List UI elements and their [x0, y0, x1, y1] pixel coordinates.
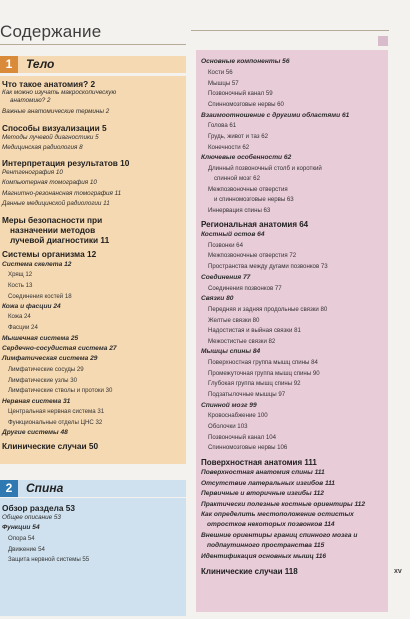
toc-entry[interactable]: Лимфатические сосуды 29: [8, 366, 84, 373]
toc-entry[interactable]: Функции 54: [2, 524, 40, 531]
toc-entry[interactable]: Подзатылочные мышцы 97: [208, 391, 286, 398]
toc-entry[interactable]: Надостистая и выйная связки 81: [208, 327, 301, 334]
toc-title: Содержание: [0, 22, 102, 41]
toc-entry[interactable]: Клинические случаи 50: [2, 441, 99, 451]
toc-entry[interactable]: Межпозвоночные отверстия 72: [208, 252, 297, 259]
toc-entry[interactable]: отростков некоторых позвонков 114: [207, 521, 335, 528]
toc-entry[interactable]: Нервная система 31: [2, 398, 71, 405]
toc-entry[interactable]: Спинной мозг 99: [201, 402, 257, 409]
toc-entry[interactable]: Соединения позвонков 77: [208, 285, 282, 292]
toc-entry[interactable]: назначении методов: [10, 225, 96, 235]
toc-entry[interactable]: Конечности 62: [208, 144, 250, 151]
toc-entry[interactable]: Методы лучевой диагностики 5: [2, 134, 99, 141]
toc-entry[interactable]: Как определить местоположение остистых: [201, 511, 354, 518]
toc-entry[interactable]: Взаимоотношение с другими областями 61: [201, 112, 350, 119]
toc-entry[interactable]: Позвоночный канал 59: [208, 90, 273, 97]
toc-entry[interactable]: Кожа и фасции 24: [2, 303, 61, 310]
toc-entry[interactable]: Способы визуализации 5: [2, 123, 107, 133]
toc-entry[interactable]: Соединения костей 18: [8, 293, 72, 300]
toc-entry[interactable]: Центральная нервная система 31: [8, 408, 105, 415]
toc-entry[interactable]: Поверхностная группа мышц спины 84: [208, 359, 318, 366]
toc-entry[interactable]: спинной мозг 62: [214, 175, 260, 182]
toc-entry[interactable]: Межпозвоночные отверстия: [208, 186, 288, 193]
toc-entry[interactable]: и спинномозговые нервы 63: [214, 196, 294, 203]
toc-entry[interactable]: Практически полезные костные ориентиры 112: [201, 501, 365, 508]
toc-entry[interactable]: Отсутствие латеральных изгибов 111: [201, 480, 335, 487]
toc-entry[interactable]: Кожа 24: [8, 313, 31, 320]
right-column-rule: [191, 30, 389, 31]
toc-entry[interactable]: Основные компоненты 56: [201, 58, 290, 65]
toc-entry[interactable]: Важные анатомические термины 2: [2, 108, 110, 115]
toc-entry[interactable]: Меры безопасности при: [2, 215, 103, 225]
section-name: Спина: [26, 481, 64, 495]
toc-entry[interactable]: Мышцы 57: [208, 80, 239, 87]
toc-entry[interactable]: Данные медицинской радиологии 11: [2, 200, 110, 207]
toc-entry[interactable]: Лимфатическая система 29: [2, 355, 98, 362]
toc-entry[interactable]: подпаутинного пространства 115: [207, 542, 325, 549]
title-underline: [0, 44, 186, 45]
toc-entry[interactable]: Рентгенография 10: [2, 169, 63, 176]
toc-entry[interactable]: Кость 13: [8, 282, 33, 289]
toc-entry[interactable]: Костный остов 64: [201, 231, 265, 238]
toc-entry[interactable]: Интерпретация результатов 10: [2, 158, 130, 168]
toc-entry[interactable]: Грудь, живот и таз 62: [208, 133, 269, 140]
toc-entry[interactable]: Промежуточная группа мышц спины 90: [208, 370, 320, 377]
section-number: 1: [0, 56, 18, 73]
toc-entry[interactable]: Передняя и задняя продольные связки 80: [208, 306, 328, 313]
toc-entry[interactable]: Сердечно-сосудистая система 27: [2, 345, 117, 352]
corner-tab: [378, 36, 388, 46]
toc-entry[interactable]: Магнитно-резонансная томография 11: [2, 190, 122, 197]
toc-entry[interactable]: Иннервация спины 63: [208, 207, 271, 214]
toc-entry[interactable]: Лимфатические стволы и протоки 30: [8, 387, 113, 394]
toc-entry[interactable]: Медицинская радиология 8: [2, 144, 83, 151]
toc-entry[interactable]: Обзор раздела 53: [2, 503, 76, 513]
toc-entry[interactable]: Спинномозговые нервы 60: [208, 101, 284, 108]
toc-entry[interactable]: Голова 61: [208, 122, 237, 129]
toc-entry[interactable]: Мышцы спины 84: [201, 348, 261, 355]
toc-entry[interactable]: Как можно изучать макроскопическую: [2, 89, 117, 96]
toc-entry[interactable]: Первичные и вторичные изгибы 112: [201, 490, 324, 497]
toc-entry[interactable]: Что такое анатомия? 2: [2, 79, 96, 89]
toc-entry[interactable]: Лимфатические узлы 30: [8, 377, 77, 384]
toc-entry[interactable]: анатомию? 2: [10, 97, 51, 104]
toc-entry[interactable]: Пространства между дугами позвонков 73: [208, 263, 328, 270]
section-header-back[interactable]: [0, 480, 186, 497]
toc-entry[interactable]: Кости 56: [208, 69, 233, 76]
toc-entry[interactable]: Системы организма 12: [2, 249, 97, 259]
toc-entry[interactable]: Идентификация основных мышц 116: [201, 553, 327, 560]
toc-entry[interactable]: Фасции 24: [8, 324, 38, 331]
toc-entry[interactable]: Региональная анатомия 64: [201, 220, 309, 229]
toc-entry[interactable]: лучевой диагностики 11: [10, 235, 110, 245]
toc-entry[interactable]: Опора 54: [8, 535, 35, 542]
toc-entry[interactable]: Позвоночный канал 104: [208, 434, 277, 441]
toc-entry[interactable]: Кровоснабжение 100: [208, 412, 268, 419]
toc-entry[interactable]: Клинические случаи 118: [201, 567, 298, 576]
toc-entry[interactable]: Позвонки 64: [208, 242, 243, 249]
section-name: Тело: [26, 57, 55, 71]
toc-entry[interactable]: Соединения 77: [201, 274, 251, 281]
toc-entry[interactable]: Система скелета 12: [2, 261, 72, 268]
section-number: 2: [0, 480, 18, 497]
toc-entry[interactable]: Связки 80: [201, 295, 234, 302]
toc-entry[interactable]: Спинномозговые нервы 106: [208, 444, 288, 451]
toc-entry[interactable]: Функциональные отделы ЦНС 32: [8, 419, 103, 426]
toc-entry[interactable]: Межостистые связки 82: [208, 338, 276, 345]
toc-entry[interactable]: Поверхностная анатомия спины 111: [201, 469, 325, 476]
toc-entry[interactable]: Оболочки 103: [208, 423, 248, 430]
toc-entry[interactable]: Внешние ориентиры границ спинного мозга и: [201, 532, 358, 539]
page-number: xv: [394, 568, 402, 575]
toc-entry[interactable]: Желтые связки 80: [208, 317, 260, 324]
toc-entry[interactable]: Глубокая группа мышц спины 92: [208, 380, 301, 387]
toc-entry[interactable]: Ключевые особенности 62: [201, 154, 292, 161]
section-header-body[interactable]: [0, 56, 186, 73]
toc-entry[interactable]: Компьютерная томография 10: [2, 179, 97, 186]
toc-entry[interactable]: Мышечная система 25: [2, 335, 79, 342]
toc-entry[interactable]: Поверхностная анатомия 111: [201, 458, 317, 467]
toc-entry[interactable]: Длинный позвоночный столб и короткий: [208, 165, 322, 172]
toc-entry[interactable]: Движение 54: [8, 546, 45, 553]
toc-entry[interactable]: Защита нервной системы 55: [8, 556, 90, 563]
toc-entry[interactable]: Другие системы 48: [2, 429, 68, 436]
toc-entry[interactable]: Общее описание 53: [2, 514, 61, 521]
toc-entry[interactable]: Хрящ 12: [8, 271, 33, 278]
